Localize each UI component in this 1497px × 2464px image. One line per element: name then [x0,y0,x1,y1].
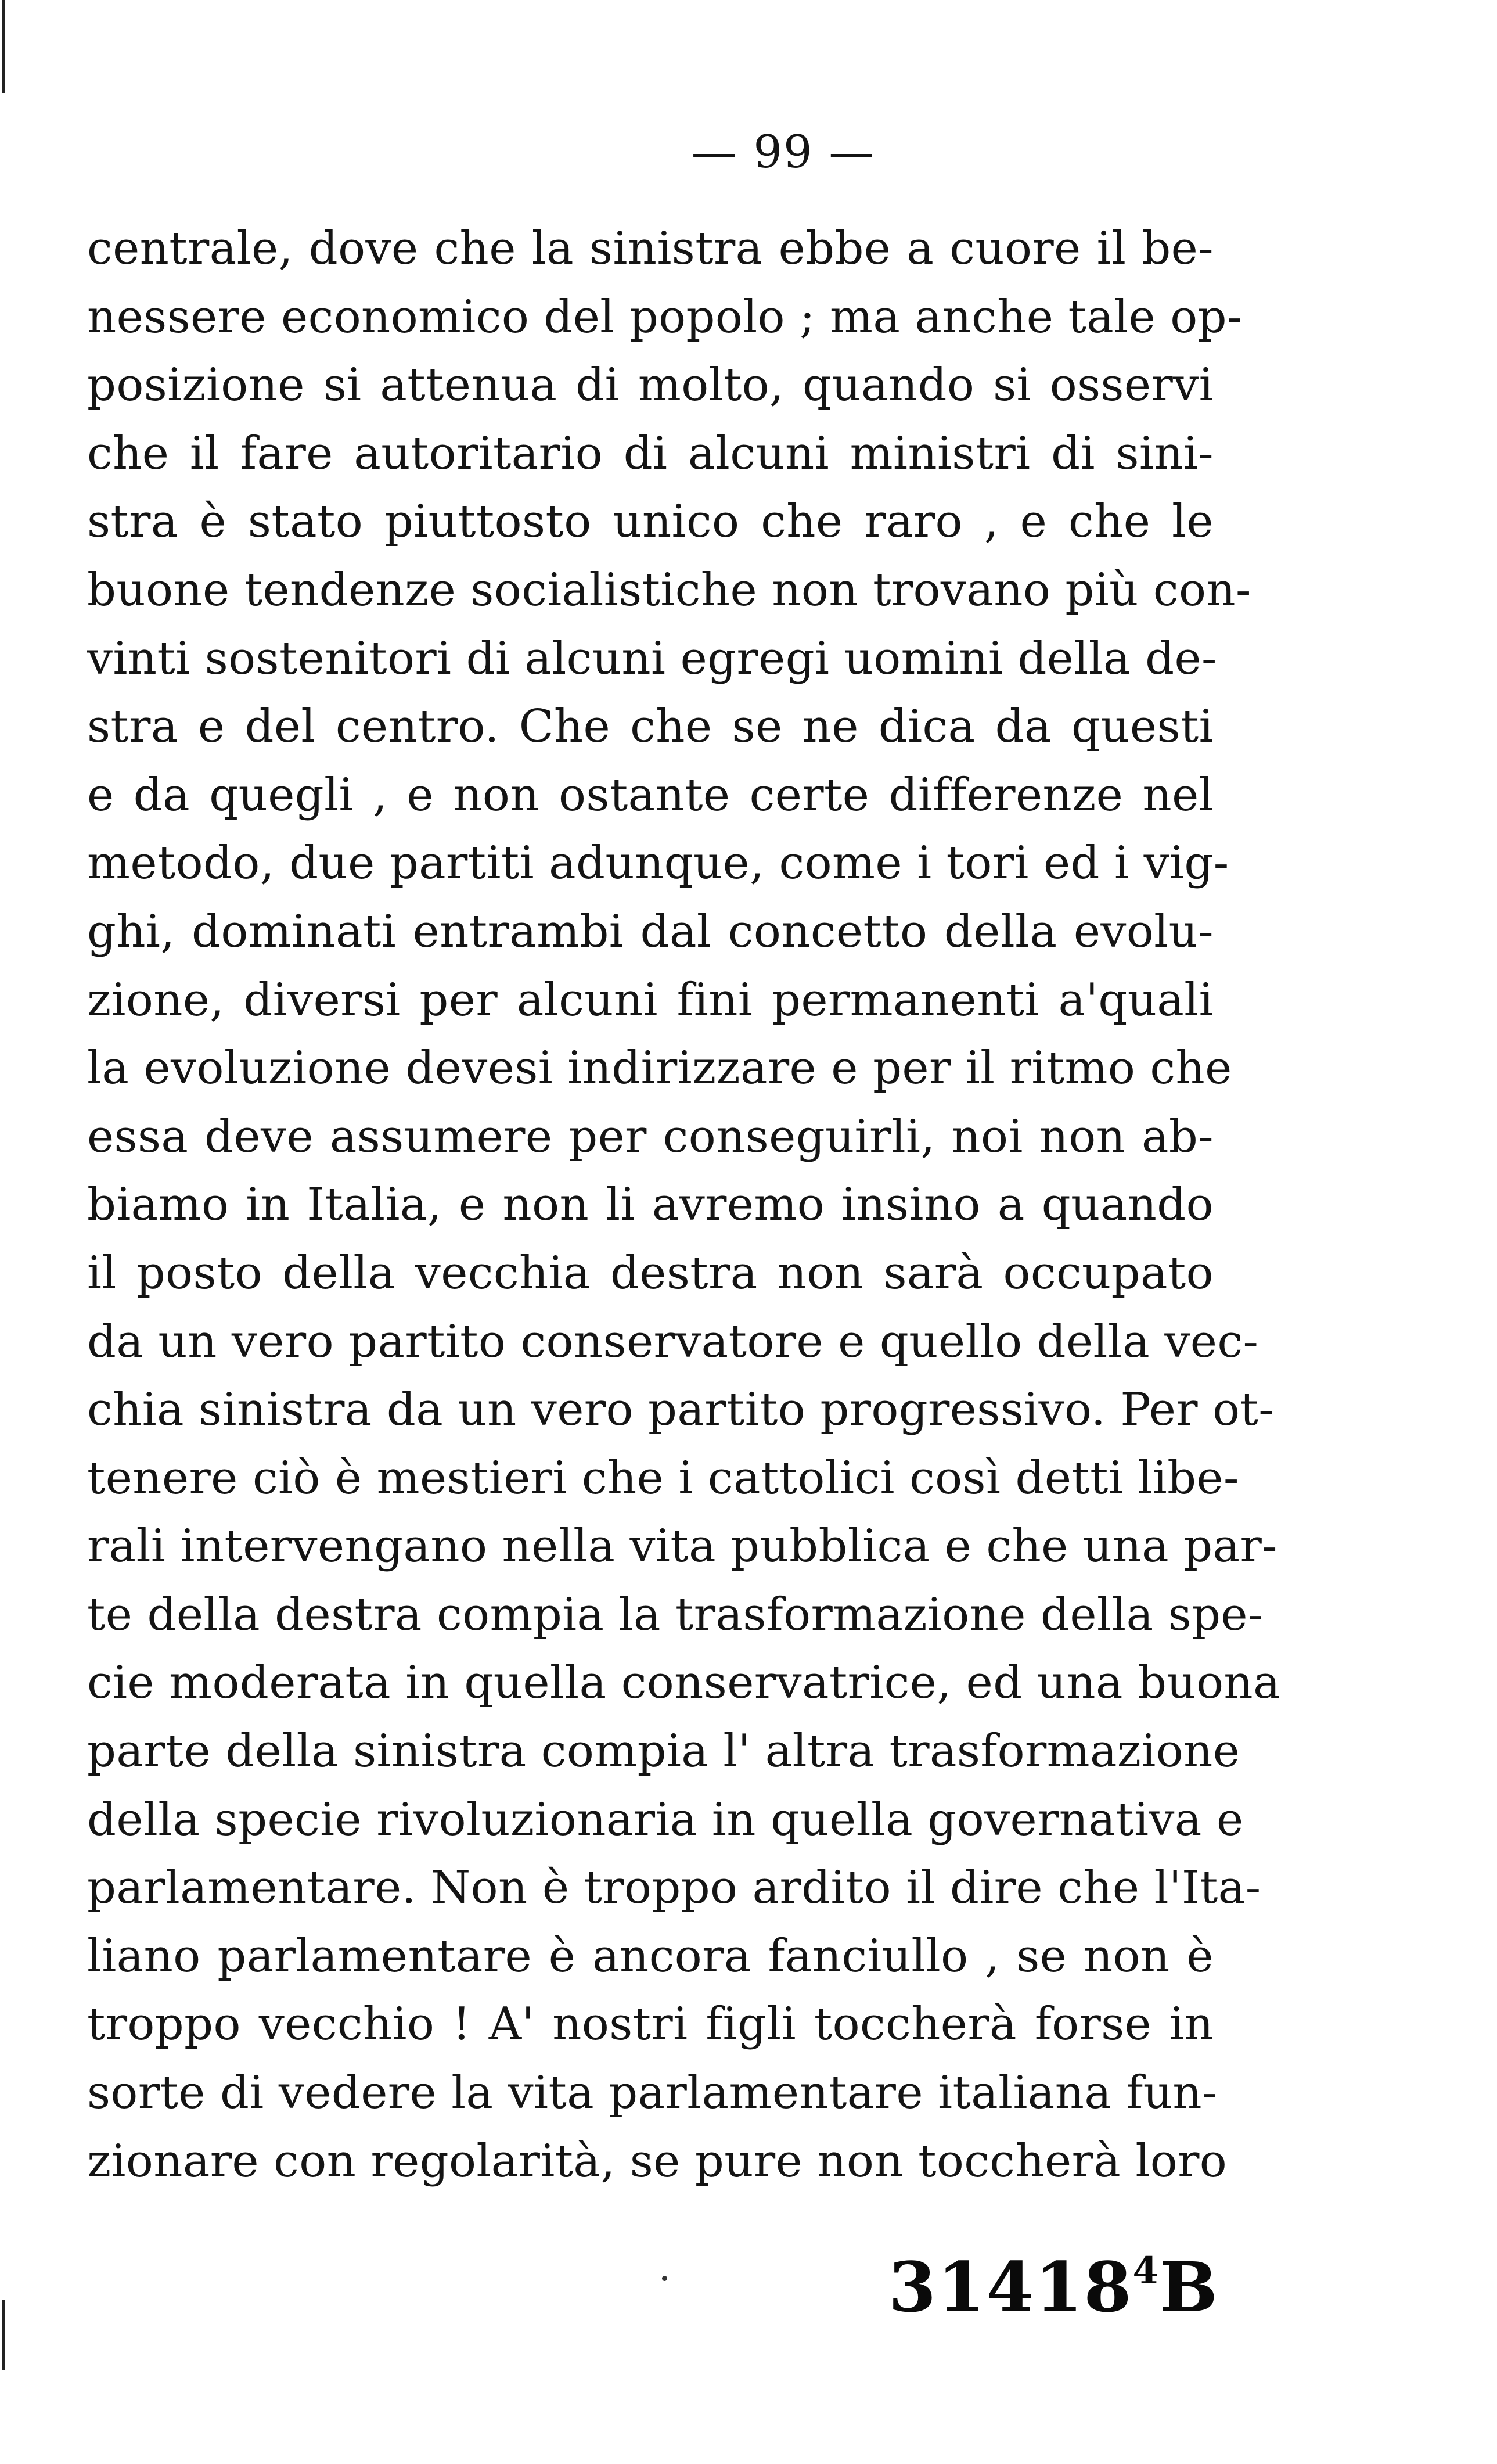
text-line: metodo, due partiti adunque, come i tori ed i vig- [87,837,1229,890]
text-line: troppo vecchio ! A' nostri figli toccherà forse in [87,1998,1214,2051]
text-line: e da quegli , e non ostante certe differenze nel [87,768,1214,821]
stamp-suffix: B [1160,2247,1219,2327]
text-line: nessere economico del popolo ; ma anche tale op- [87,290,1243,343]
body-text [87,215,1280,2196]
text-line: zione, diversi per alcuni fini permanenti a'quali [87,974,1214,1026]
text-line: zionare con regolarità, se pure non toccherà loro [87,2135,1228,2188]
text-line: la evoluzione devesi indirizzare e per il ritmo che [87,1042,1232,1095]
text-line: stra è stato piuttosto unico che raro , e che le [87,495,1214,548]
text-line: cie moderata in quella conservatrice, ed una buona [87,1657,1280,1709]
text-line: buone tendenze socialistiche non trovano più con- [87,563,1251,616]
page-number: — 99 — [691,126,876,178]
ink-speck [662,2276,667,2281]
text-line: della specie rivoluzionaria in quella governativa e [87,1793,1244,1846]
stamp-number: 31418 [888,2247,1133,2327]
text-line: parte della sinistra compia l' altra trasformazione [87,1725,1240,1778]
text-line: rali intervengano nella vita pubblica e che una par- [87,1520,1278,1573]
text-line: liano parlamentare è ancora fanciullo , se non è [87,1930,1214,1982]
scan-edge-mark-top [2,0,5,93]
text-line: essa deve assumere per conseguirli, noi non ab- [87,1110,1214,1163]
text-line: sorte di vedere la vita parlamentare italiana fun- [87,2067,1218,2120]
text-line: te della destra compia la trasformazione della spe- [87,1588,1264,1641]
stamp-superscript: 4 [1132,2249,1160,2293]
library-stamp [888,2230,1219,2328]
text-line: che il fare autoritario di alcuni ministri di sini- [87,427,1214,480]
text-line: parlamentare. Non è troppo ardito il dire che l'Ita- [87,1862,1261,1915]
text-line: centrale, dove che la sinistra ebbe a cuore il be- [87,222,1214,275]
text-line: chia sinistra da un vero partito progressivo. Per ot- [87,1384,1275,1436]
text-line: stra e del centro. Che che se ne dica da questi [87,701,1214,753]
scan-edge-mark-bottom [2,2300,5,2370]
text-line: vinti sostenitori di alcuni egregi uomini della de- [87,632,1217,685]
text-line: ghi, dominati entrambi dal concetto della evolu- [87,905,1214,958]
text-line: tenere ciò è mestieri che i cattolici così detti libe- [87,1452,1239,1504]
text-line: biamo in Italia, e non li avremo insino a quando [87,1179,1214,1231]
text-line: il posto della vecchia destra non sarà occupato [87,1247,1214,1299]
text-line: posizione si attenua di molto, quando si osservi [87,359,1214,412]
text-line: da un vero partito conservatore e quello della vec- [87,1315,1259,1368]
